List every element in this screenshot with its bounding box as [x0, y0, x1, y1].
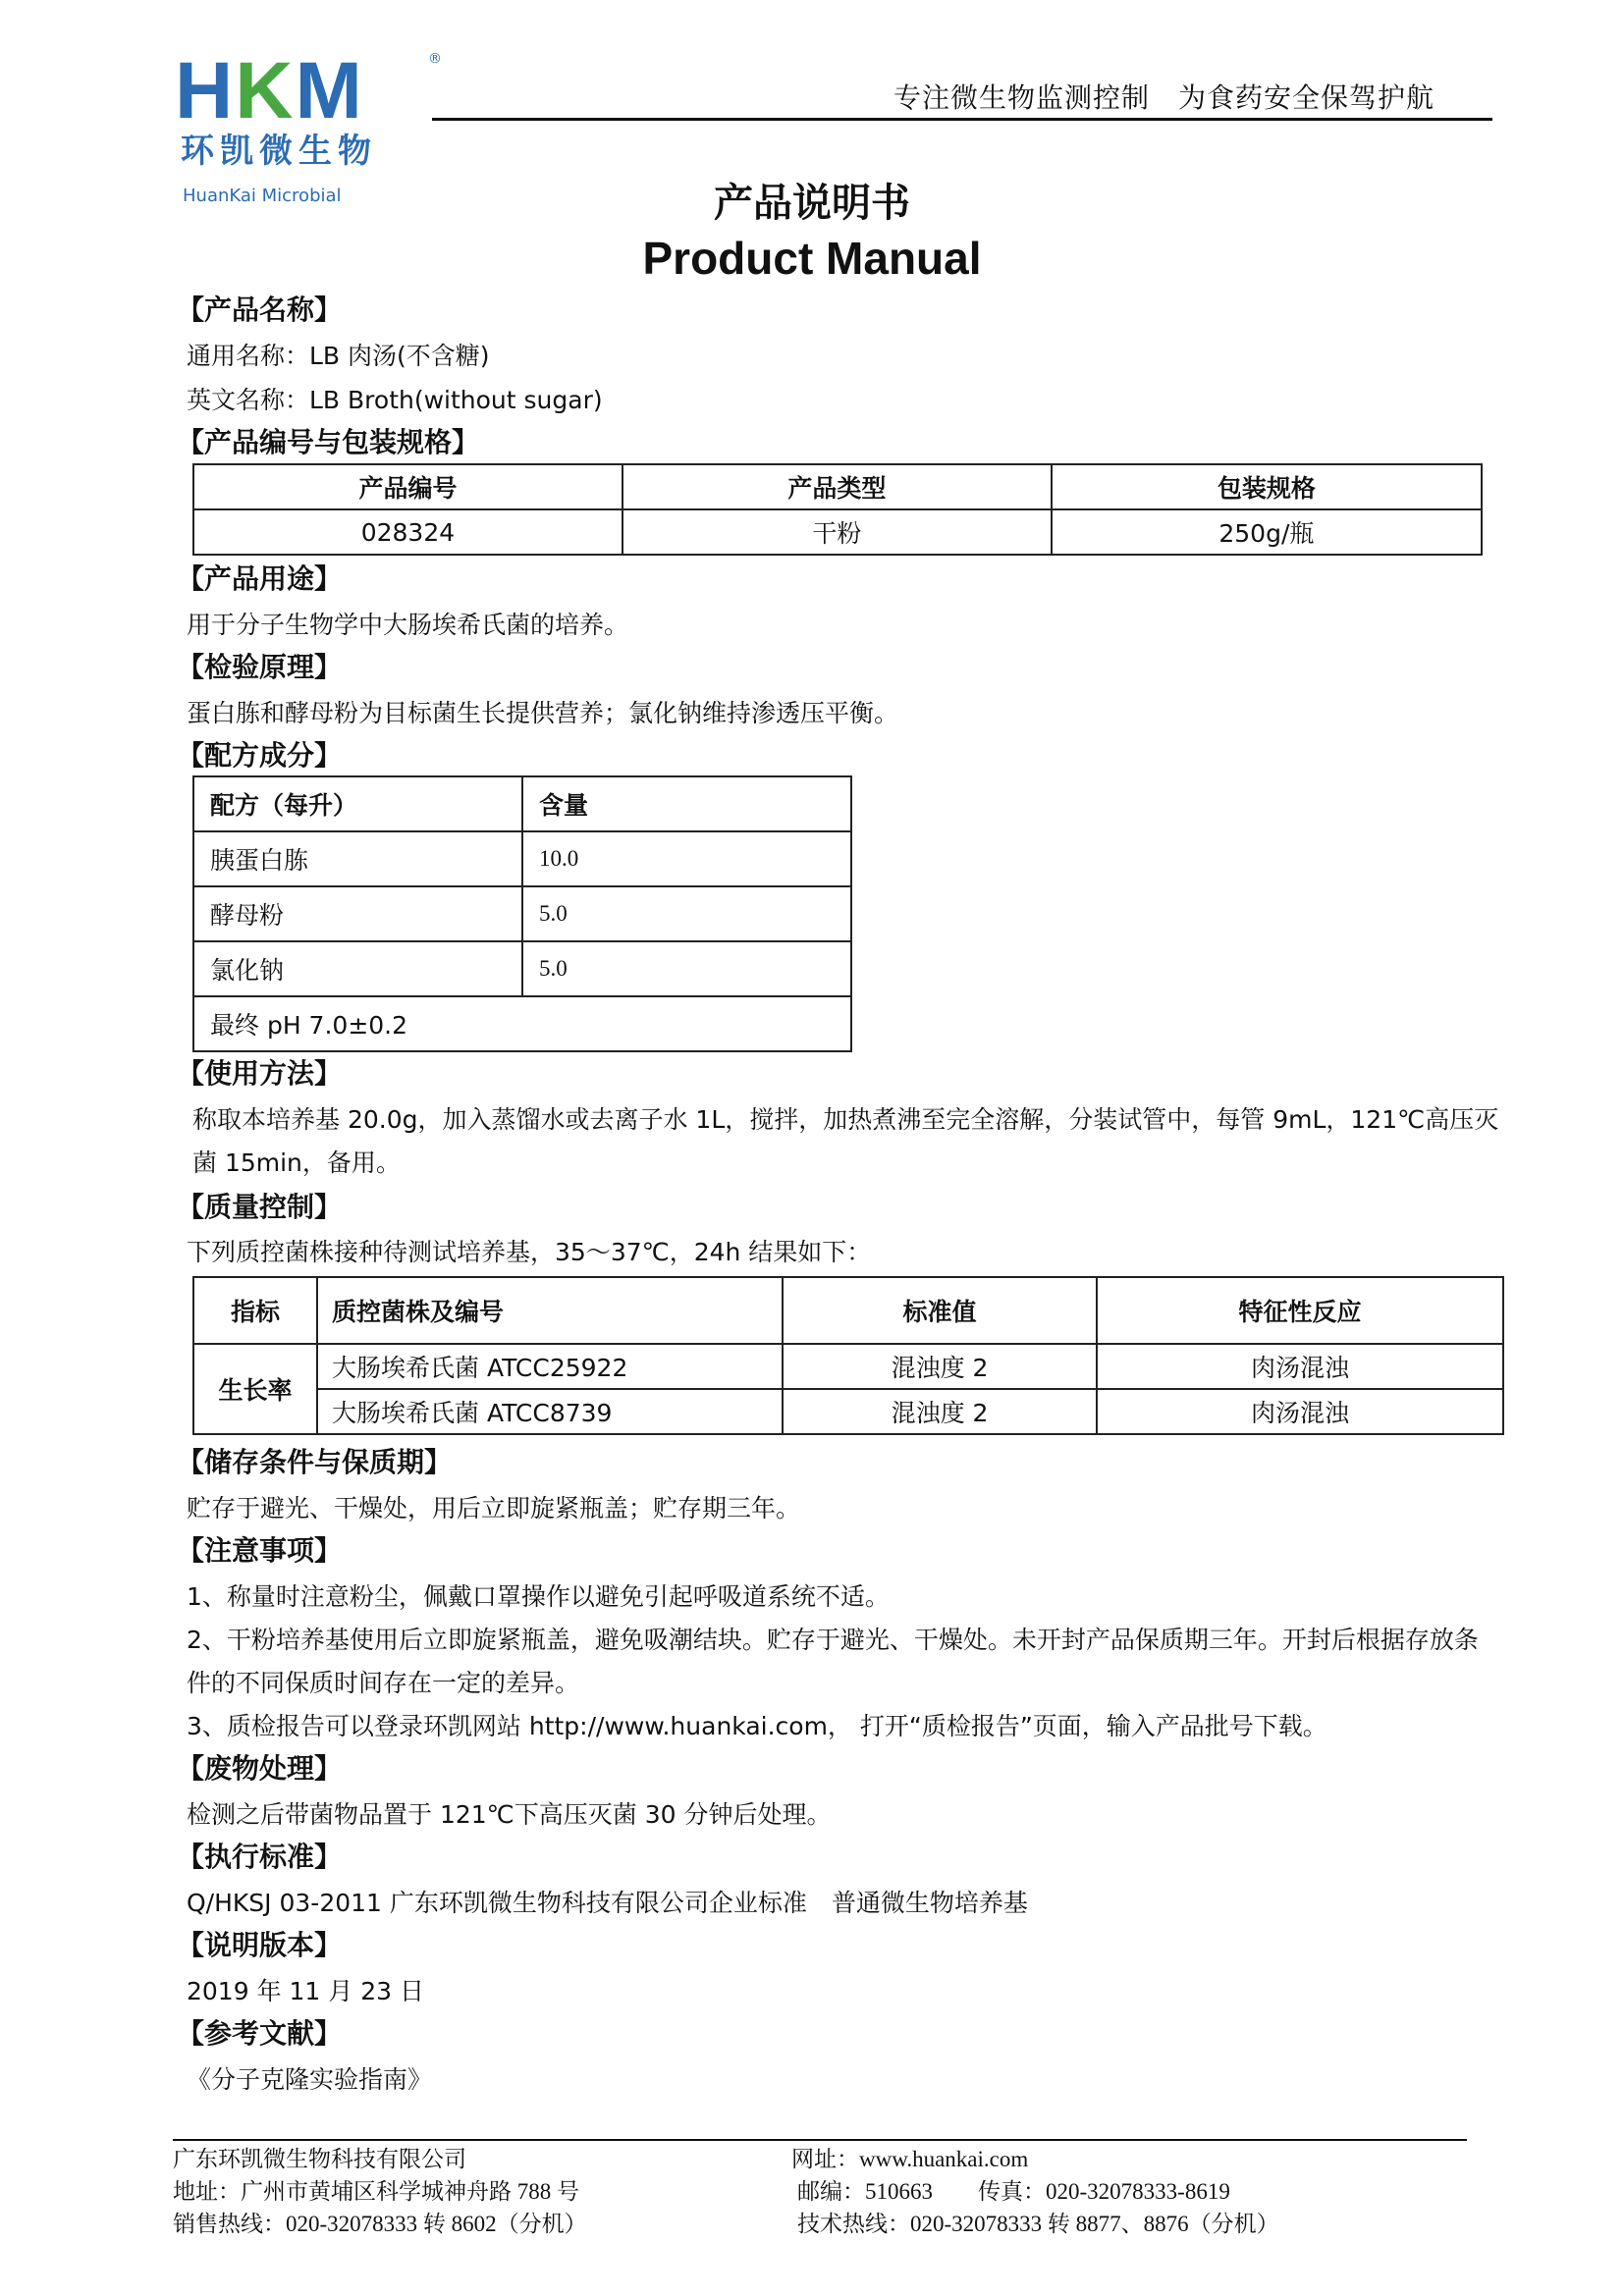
header-slogan: 专注微生物监测控制 为食药安全保驾护航	[893, 81, 1435, 114]
registered-mark: ®	[428, 51, 442, 67]
qc-table	[192, 1276, 1504, 1435]
qc-standard: 混浊度 2	[783, 1344, 1097, 1389]
logo-letters: HKM	[175, 46, 364, 135]
page-title-en: Product Manual	[642, 233, 982, 284]
section-heading-storage: 【储存条件与保质期】	[177, 1446, 453, 1478]
qc-strain: 大肠埃希氏菌 ATCC25922	[317, 1344, 783, 1389]
section-heading-standard: 【执行标准】	[177, 1841, 343, 1873]
note-item: 3、质检报告可以登录环凯网站 http://www.huankai.com， 打开“质检报告”页面，输入产品批号下载。	[187, 1712, 1327, 1740]
qc-metric: 生长率	[193, 1344, 317, 1434]
english-name: 英文名称：LB Broth(without sugar)	[187, 386, 603, 414]
usage-text: 用于分子生物学中大肠埃希氏菌的培养。	[187, 611, 629, 639]
qc-intro: 下列质控菌株接种待测试培养基，35～37℃，24h 结果如下：	[187, 1238, 872, 1266]
standard-text: Q/HKSJ 03-2011 广东环凯微生物科技有限公司企业标准 普通微生物培养基	[187, 1889, 1028, 1917]
table-header-cell: 质控菌株及编号	[317, 1277, 783, 1344]
table-header-cell: 指标	[193, 1277, 317, 1344]
table-header-cell: 产品类型	[623, 464, 1052, 509]
footer-sales-hotline: 销售热线：020-32078333 转 8602（分机）	[173, 2212, 587, 2236]
table-header-cell: 包装规格	[1052, 464, 1482, 509]
table-header-cell: 特征性反应	[1097, 1277, 1503, 1344]
method-text-line2: 菌 15min，备用。	[192, 1148, 401, 1177]
table-row	[193, 941, 851, 996]
section-heading-usage: 【产品用途】	[177, 562, 343, 595]
table-header-row	[193, 464, 1482, 509]
version-date: 2019 年 11 月 23 日	[187, 1977, 424, 2005]
table-row	[193, 509, 1482, 555]
footer-divider	[173, 2139, 1467, 2141]
product-type: 干粉	[623, 509, 1052, 555]
footer-address: 地址：广州市黄埔区科学城神舟路 788 号	[173, 2179, 579, 2204]
section-heading-product-name: 【产品名称】	[177, 294, 343, 326]
qc-strain: 大肠埃希氏菌 ATCC8739	[317, 1389, 783, 1434]
reference-text: 《分子克隆实验指南》	[187, 2065, 433, 2094]
table-row	[193, 831, 851, 886]
method-text-line1: 称取本培养基 20.0g，加入蒸馏水或去离子水 1L，搅拌，加热煮沸至完全溶解，分装试管中，每管 9mL，121℃高压灭	[192, 1105, 1499, 1134]
table-header-cell: 含量	[522, 776, 851, 831]
ingredient-name: 胰蛋白胨	[193, 831, 522, 886]
page-title-cn: 产品说明书	[714, 181, 910, 226]
section-heading-principle: 【检验原理】	[177, 651, 343, 683]
footer-company: 广东环凯微生物科技有限公司	[173, 2147, 466, 2171]
generic-name: 通用名称：LB 肉汤(不含糖)	[187, 342, 490, 370]
company-logo	[175, 46, 460, 206]
header-divider	[432, 118, 1492, 121]
table-row	[193, 1389, 1503, 1434]
footer-tech-hotline: 技术热线：020-32078333 转 8877、8876（分机）	[797, 2212, 1279, 2236]
footer-zip-fax: 邮编：510663 传真：020-32078333-8619	[797, 2179, 1230, 2204]
section-heading-disposal: 【废物处理】	[177, 1752, 343, 1785]
footer-website[interactable]: 网址：www.huankai.com	[791, 2147, 1029, 2171]
table-row	[193, 886, 851, 941]
section-heading-method: 【使用方法】	[177, 1057, 343, 1090]
packaging-table	[192, 463, 1483, 556]
table-header-cell: 产品编号	[193, 464, 623, 509]
ingredient-name: 氯化钠	[193, 941, 522, 996]
section-heading-reference: 【参考文献】	[177, 2017, 343, 2050]
logo-english-name: HuanKai Microbial	[183, 186, 342, 206]
table-header-row	[193, 776, 851, 831]
final-ph: 最终 pH 7.0±0.2	[193, 996, 851, 1051]
note-item: 1、称量时注意粉尘，佩戴口罩操作以避免引起呼吸道系统不适。	[187, 1582, 890, 1611]
qc-standard: 混浊度 2	[783, 1389, 1097, 1434]
table-row	[193, 996, 851, 1051]
note-item: 2、干粉培养基使用后立即旋紧瓶盖，避免吸潮结块。贮存于避光、干燥处。未开封产品保质期三年。开封后根据存放条	[187, 1626, 1479, 1654]
section-heading-version: 【说明版本】	[177, 1929, 343, 1961]
section-heading-notes: 【注意事项】	[177, 1534, 343, 1567]
disposal-text: 检测之后带菌物品置于 121℃下高压灭菌 30 分钟后处理。	[187, 1800, 832, 1829]
section-heading-packaging: 【产品编号与包装规格】	[177, 426, 480, 458]
qc-reaction: 肉汤混浊	[1097, 1344, 1503, 1389]
table-header-row	[193, 1277, 1503, 1344]
table-row	[193, 1344, 1503, 1389]
storage-text: 贮存于避光、干燥处，用后立即旋紧瓶盖；贮存期三年。	[187, 1494, 801, 1522]
ingredient-name: 酵母粉	[193, 886, 522, 941]
product-code: 028324	[193, 509, 623, 555]
note-item-continuation: 件的不同保质时间存在一定的差异。	[187, 1669, 580, 1697]
package-size: 250g/瓶	[1052, 509, 1482, 555]
table-header-cell: 标准值	[783, 1277, 1097, 1344]
principle-text: 蛋白胨和酵母粉为目标菌生长提供营养；氯化钠维持渗透压平衡。	[187, 699, 899, 727]
section-heading-formula: 【配方成分】	[177, 739, 343, 772]
ingredient-amount: 5.0	[522, 941, 851, 996]
ingredient-amount: 10.0	[522, 831, 851, 886]
ingredient-amount: 5.0	[522, 886, 851, 941]
qc-reaction: 肉汤混浊	[1097, 1389, 1503, 1434]
formula-table	[192, 775, 852, 1052]
logo-chinese-name: 环凯微生物	[181, 132, 377, 171]
table-header-cell: 配方（每升）	[193, 776, 522, 831]
section-heading-qc: 【质量控制】	[177, 1191, 343, 1223]
